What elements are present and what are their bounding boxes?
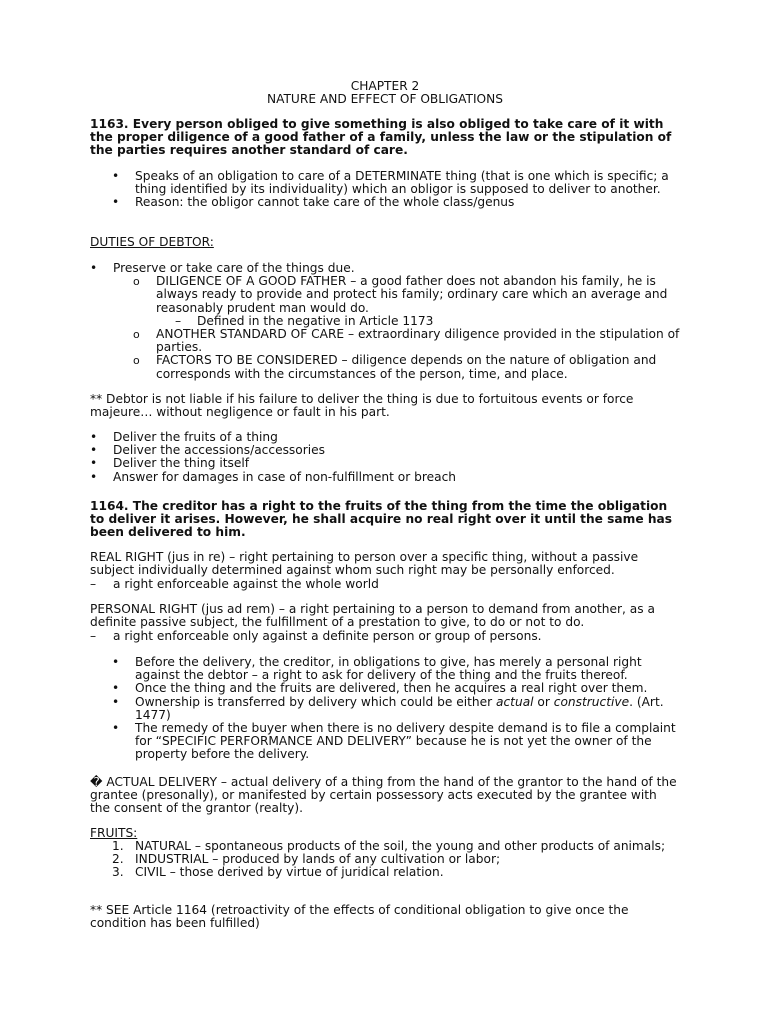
actual-delivery-definition: � ACTUAL DELIVERY – actual delivery of a thing from the hand of the grantor to the hand of the grantee (presonally), or manifested by certain possessory acts executed by the grantee with the consent of the grantor (realty).	[90, 775, 677, 816]
list-item: • Answer for damages in case of non-fulfillment or breach	[90, 469, 457, 484]
fruits-list	[90, 840, 680, 880]
list-item: 3. CIVIL – those derived by virtue of juridical relation.	[112, 865, 444, 880]
bullet-marker: •	[112, 694, 120, 709]
bullet-marker: •	[112, 169, 120, 183]
list-item: o FACTORS TO BE CONSIDERED – diligence depends on the nature of obligation and corresponds with the circumstances of the person, time, and place.	[133, 353, 657, 381]
personal-right-sublist	[90, 630, 680, 643]
list-item: o DILIGENCE OF A GOOD FATHER – a good father does not abandon his family, he is always ready to provide and protect his family; ordinary care which an average and reasonably prudent man would do.	[133, 274, 668, 315]
list-item: • Deliver the accessions/accessories	[90, 443, 325, 458]
list-item: • The remedy of the buyer when there is no delivery despite demand is to file a complaint for “SPECIFIC PERFORMANCE AND DELIVERY” because he is not yet the owner of the property before the delivery.	[112, 721, 676, 762]
bullet-marker: •	[112, 721, 120, 736]
circle-marker: o	[133, 328, 140, 342]
not-liable-note: ** Debtor is not liable if his failure to deliver the thing is due to fortuitous events or force majeure… without negligence or fault in his part.	[90, 392, 634, 420]
number-marker: 3.	[112, 865, 124, 880]
chapter-title: NATURE AND EFFECT OF OBLIGATIONS	[266, 92, 503, 106]
list-item: • Speaks of an obligation to care of a DETERMINATE thing (that is one which is specific; a thing identified by its individuality) which an obligor is supposed to deliver to another.	[112, 169, 669, 197]
circle-marker: o	[133, 354, 140, 368]
bullet-marker: •	[90, 261, 98, 275]
duties-list	[90, 431, 680, 484]
duties-heading: DUTIES OF DEBTOR:	[90, 235, 214, 249]
list-item: – a right enforceable against the whole world	[90, 577, 379, 591]
bullet-marker: •	[90, 469, 98, 484]
list-item: • Deliver the fruits of a thing	[90, 430, 278, 444]
list-item: o ANOTHER STANDARD OF CARE – extraordinary diligence provided in the stipulation of parties.	[133, 327, 680, 355]
chapter-number: CHAPTER 2	[350, 79, 420, 93]
delivery-bullet-list	[90, 656, 680, 762]
number-marker: 1.	[112, 839, 124, 853]
duties-preserve-list	[90, 262, 680, 381]
list-item: 1. NATURAL – spontaneous products of the soil, the young and other products of animals;	[112, 839, 666, 853]
personal-right-definition: PERSONAL RIGHT (jus ad rem) – a right pertaining to a person to demand from another, as a definite passive subject, the fulfillment of a prestation to give, to do or not to do.	[90, 602, 655, 630]
list-item: • Once the thing and the fruits are delivered, then he acquires a real right over them.	[112, 681, 648, 696]
real-right-definition: REAL RIGHT (jus in re) – right pertaining to person over a specific thing, without a passive subject individually determined against whom such right may be personally enforced.	[90, 550, 639, 578]
list-item: • Preserve or take care of the things due.	[90, 261, 355, 275]
list-item: – Defined in the negative in Article 1173	[175, 313, 434, 328]
bullet-marker: •	[90, 430, 98, 444]
list-item: 2. INDUSTRIAL – produced by lands of any cultivation or labor;	[112, 852, 501, 867]
article-1163-text: 1163. Every person obliged to give something is also obliged to take care of it with the proper diligence of a good father of a family, unless the law or the stipulation of the parties requires another standard of care.	[90, 117, 672, 158]
bullet-marker: •	[112, 655, 120, 669]
bullet-marker: •	[90, 456, 98, 471]
dash-marker: –	[175, 313, 182, 328]
dash-marker: –	[90, 577, 97, 591]
list-item: • Deliver the thing itself	[90, 456, 250, 471]
bullet-marker: •	[112, 681, 120, 696]
article-1164-text: 1164. The creditor has a right to the fruits of the thing from the time the obligation to deliver it arises. However, he shall acquire no real right over it until the same has been delivered to him.	[90, 499, 673, 540]
see-article-note: ** SEE Article 1164 (retroactivity of the effects of conditional obligation to give once the condition has been fulfilled)	[90, 903, 629, 931]
care-bullet-list	[90, 170, 680, 210]
dash-marker: –	[90, 629, 97, 643]
circle-marker: o	[133, 275, 140, 289]
bullet-marker: •	[90, 443, 98, 458]
real-right-sublist	[90, 578, 680, 591]
fruits-heading: FRUITS:	[90, 826, 138, 840]
list-item: • Ownership is transferred by delivery which could be either actual or constructive. (Art. 1477)	[112, 694, 664, 722]
list-item: – a right enforceable only against a definite person or group of persons.	[90, 629, 542, 643]
bullet-marker: •	[112, 195, 120, 210]
list-item: • Before the delivery, the creditor, in obligations to give, has merely a personal right against the debtor – a right to ask for delivery of the thing and the fruits thereof.	[112, 655, 642, 683]
list-item: • Reason: the obligor cannot take care of the whole class/genus	[112, 195, 515, 210]
number-marker: 2.	[112, 852, 124, 867]
